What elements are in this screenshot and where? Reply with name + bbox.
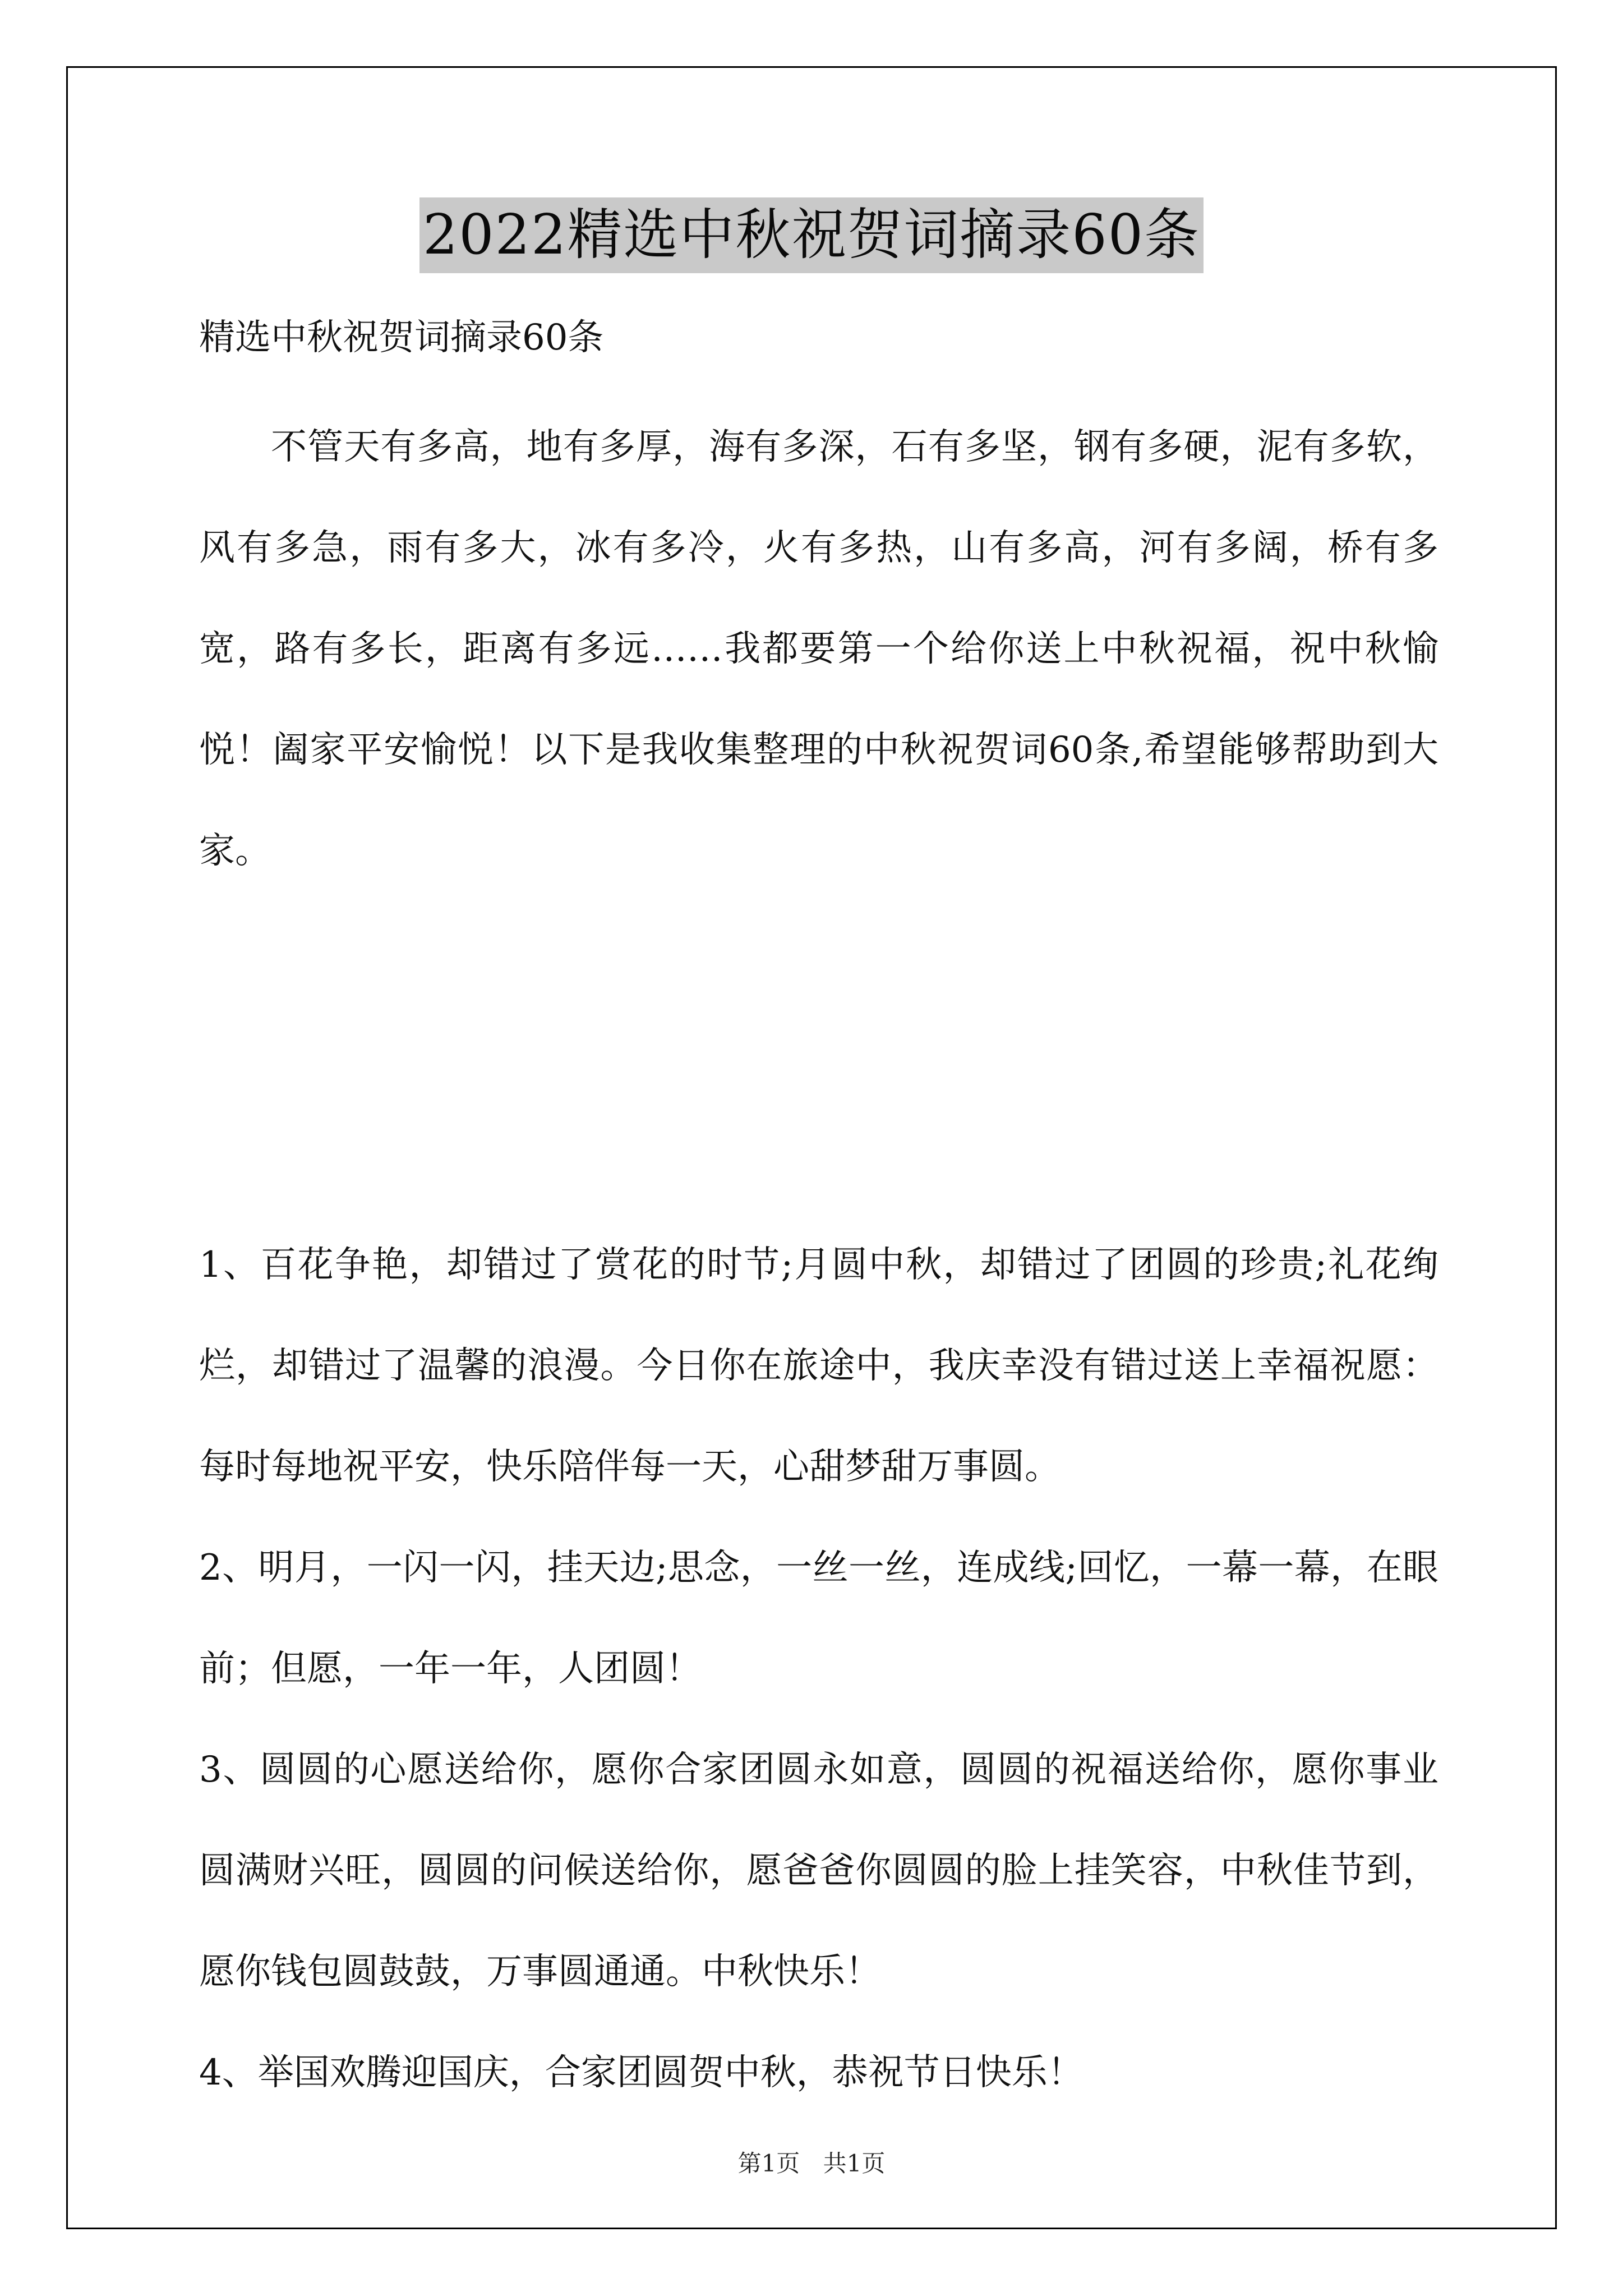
title-container [0, 197, 1623, 273]
intro-paragraph: 不管天有多高，地有多厚，海有多深，石有多坚，钢有多硬，泥有多软，风有多急，雨有多大，冰有多冷，火有多热，山有多高，河有多阔，桥有多宽，路有多长，距离有多远……我都要第一个给你送上中秋祝福，祝中秋愉悦！阖家平安愉悦！以下是我收集整理的中秋祝贺词60条,希望能够帮助到大家。 [199, 426, 1438, 872]
document-body [199, 303, 1438, 2093]
wishes-list [199, 1214, 1438, 2123]
document-subtitle: 精选中秋祝贺词摘录60条 [199, 317, 604, 358]
list-item: 1、百花争艳，却错过了赏花的时节;月圆中秋，却错过了团圆的珍贵;礼花绚烂，却错过了温馨的浪漫。今日你在旅途中，我庆幸没有错过送上幸福祝愿：每时每地祝平安，快乐陪伴每一天，心甜梦甜万事圆。 [199, 1244, 1438, 1488]
document-title: 2022精选中秋祝贺词摘录60条 [419, 197, 1204, 273]
page-footer [0, 2145, 1623, 2179]
list-item: 3、圆圆的心愿送给你，愿你合家团圆永如意，圆圆的祝福送给你，愿你事业圆满财兴旺，圆圆的问候送给你，愿爸爸你圆圆的脸上挂笑容，中秋佳节到，愿你钱包圆鼓鼓，万事圆通通。中秋快乐！ [199, 1749, 1438, 1993]
list-item: 2、明月，一闪一闪，挂天边;思念，一丝一丝，连成线;回忆，一幕一幕，在眼前；但愿，一年一年，人团圆！ [199, 1547, 1438, 1690]
list-item: 4、举国欢腾迎国庆，合家团圆贺中秋，恭祝节日快乐！ [199, 2052, 1083, 2093]
page-number: 第1页 [737, 2150, 800, 2177]
page-total: 共1页 [823, 2150, 886, 2177]
